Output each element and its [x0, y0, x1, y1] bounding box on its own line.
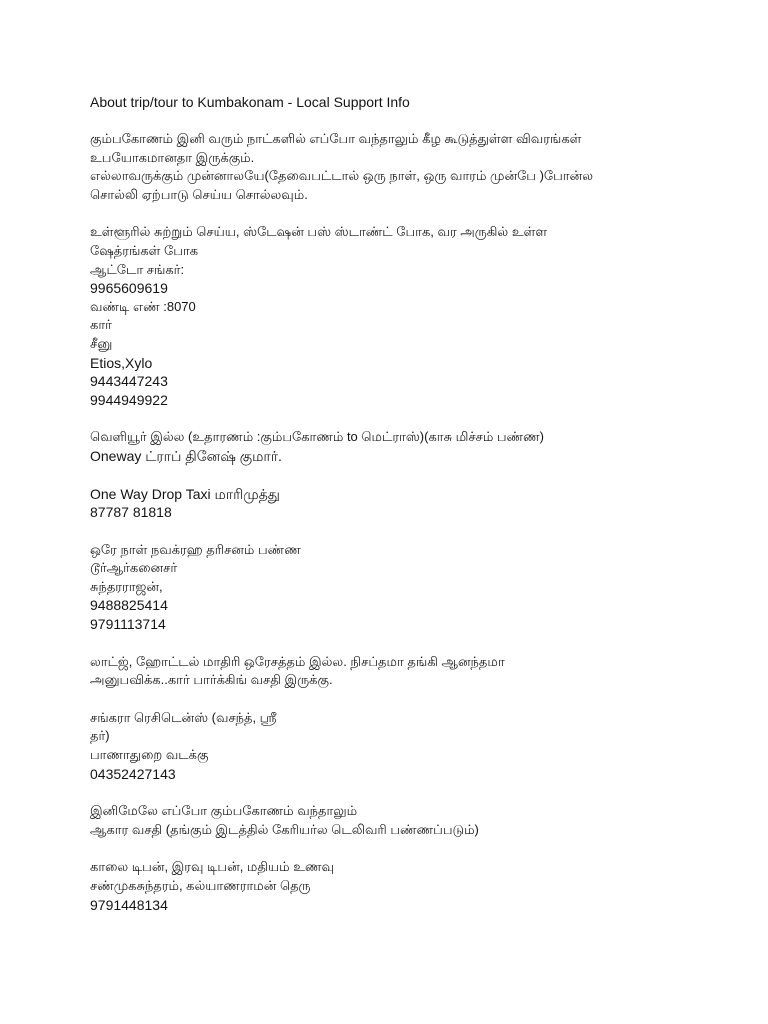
outstation-section: [90, 428, 730, 465]
phone-number: 87787 81818: [90, 504, 172, 521]
contact-name: தர்): [90, 728, 110, 744]
text-line: ஒரே நாள் நவக்ரஹ தரிசனம் பண்ண: [90, 541, 301, 557]
contact-name: சீனு: [90, 335, 113, 351]
phone-number: 04352427143: [90, 765, 176, 782]
text-line: டூர்ஆர்கனைசர்: [90, 560, 178, 576]
text-line: அனுபவிக்க..கார் பார்க்கிங் வசதி இருக்கு.: [90, 672, 333, 688]
stay-section: [90, 653, 730, 690]
intro-section: [90, 130, 730, 204]
text-line: கும்பகோணம் இனி வரும் நாட்களில் எப்போ வந்தாலும் கீழ கூடுத்துள்ள விவரங்கள்: [90, 131, 582, 146]
phone-number: 9965609619: [90, 280, 168, 297]
text-line: எல்லாவருக்கும் முன்னாலயே(தேவைபட்டால் ஒரு நாள், ஒரு வாரம் முன்பே )போன்ல: [90, 168, 594, 184]
residency-section: [90, 709, 730, 783]
address: பாணாதுறை வடக்கு: [90, 747, 209, 763]
contact-name: ஆட்டோ சங்கர்:: [90, 261, 185, 277]
phone-number: 9791113714: [90, 616, 166, 633]
text-line: காலை டிபன், இரவு டிபன், மதியம் உணவு: [90, 859, 335, 875]
contact-name: சுந்தரராஜன்,: [90, 578, 163, 594]
phone-number: 9944949922: [90, 391, 168, 408]
text-line: உள்ளூரில் சுற்றும் செய்ய, ஸ்டேஷன் பஸ் ஸ்டாண்ட் போக, வர அருகில் உள்ள: [90, 224, 548, 240]
text-line: வெளியூர் இல்ல (உதாரணம் :கும்பகோணம் to மெட்ராஸ்)(காசு மிச்சம் பண்ண): [90, 429, 545, 445]
phone-number: 9443447243: [90, 373, 168, 390]
text-line: உபயோகமானதா இருக்கும்.: [90, 149, 255, 165]
vehicle-number: வண்டி எண் :8070: [90, 298, 196, 314]
text-line: கார்: [90, 317, 112, 333]
text-line: லாட்ஜ், ஹோட்டல் மாதிரி ஒரேசத்தம் இல்ல. நிசப்தமா தங்கி ஆனந்தமா: [90, 653, 505, 669]
text-line: இனிமேலே எப்போ கும்பகோணம் வந்தாலும்: [90, 803, 358, 819]
text-line: சொல்லி ஏற்பாடு செய்ய சொல்லவும்.: [90, 186, 308, 202]
drop-taxi-section: [90, 485, 730, 522]
local-travel-section: [90, 223, 730, 409]
text-line: ஷேத்ரங்கள் போக: [90, 242, 199, 258]
text-line: ஆகார வசதி (தங்கும் இடத்தில் கேரியர்ல டெலிவரி பண்ணப்படும்): [90, 821, 479, 837]
address: சண்முகசுந்தரம், கல்யாணராமன் தெரு: [90, 878, 311, 893]
meals-section: [90, 858, 730, 914]
navagraha-tour-section: [90, 541, 730, 634]
phone-number: 9488825414: [90, 597, 168, 614]
document-page: [90, 93, 730, 933]
contact-name: சங்கரா ரெசிடென்ஸ் (வசந்த், ஸ்ரீ: [90, 709, 277, 725]
car-models: Etios,Xylo: [90, 354, 153, 371]
contact-name: Oneway ட்ராப் தினேஷ் குமார்.: [90, 447, 282, 464]
phone-number: 9791448134: [90, 896, 168, 913]
contact-name: One Way Drop Taxi மாரிமுத்து: [90, 485, 280, 502]
food-section: [90, 802, 730, 839]
document-title: About trip/tour to Kumbakonam - Local Support Info: [90, 94, 410, 110]
